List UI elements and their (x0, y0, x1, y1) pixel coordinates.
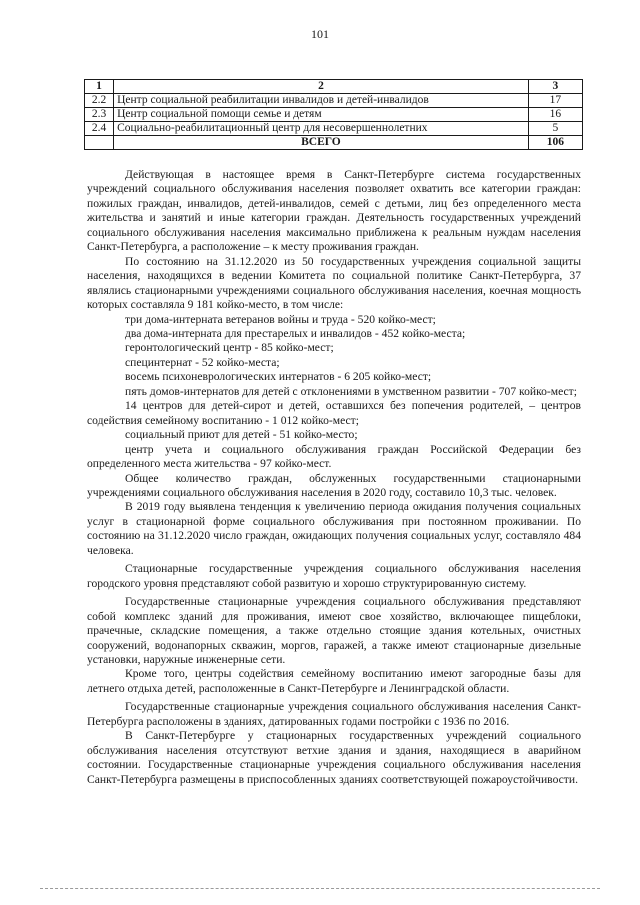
table-total-row (85, 136, 583, 150)
column-header-name: 2 (114, 80, 529, 94)
paragraph-system-overview: Действующая в настоящее время в Санкт-Петербурге система государственных учреждений социального обслуживания населения позволяет охватить все категории граждан: пожилых граждан, инвалидов, детей-инвалидов, семей с детьми, лиц без определенного места жительства и занятий и иные категории граждан. Деятельность государственных учреждений социального обслуживания населения максимально приближена к реальным нуждам населения Санкт-Петербурга, а расположение – к месту проживания граждан. (87, 168, 581, 254)
row-name: Центр социальной реабилитации инвалидов и детей-инвалидов (114, 94, 529, 108)
list-item: центр учета и социального обслуживания граждан Российской Федерации без определенного места жительства - 97 койко-мест. (87, 442, 581, 471)
list-item: пять домов-интернатов для детей с отклонениями в умственном развитии - 707 койко-мест; (125, 384, 577, 398)
paragraph-construction-years: Государственные стационарные учреждения социального обслуживания населения Санкт-Петербурга расположены в зданиях, датированных годами постройки с 1936 по 2016. (87, 700, 581, 728)
document-body (87, 168, 581, 787)
paragraph-building-complex: Государственные стационарные учреждения социального обслуживания представляют собой комплекс зданий для проживания, имеют свое хозяйство, включающее пищеблоки, прачечные, складские помещения, а также отдельно стоящие здания котельных, очистных сооружений, водонапорных скважин, моргов, гаражей, а также имеют стационарные дизельные установки, наружные инженерные сети. (87, 595, 581, 666)
paragraph-summer-bases: Кроме того, центры содействия семейному воспитанию имеют загородные базы для летнего отдыха детей, расположенные в Санкт-Петербурге и Ленинградской области. (87, 667, 581, 695)
table-row (85, 94, 583, 108)
list-item: специнтернат - 52 койко-места; (125, 355, 280, 369)
row-number: 2.3 (85, 108, 114, 122)
paragraph-served-citizens: Общее количество граждан, обслуженных государственными стационарными учреждениями социального обслуживания населения в 2020 году, составило 10,3 тыс. человек. (87, 471, 581, 499)
column-header-number: 1 (85, 80, 114, 94)
page-number: 101 (311, 27, 329, 41)
paragraph-system-structure: Стационарные государственные учреждения социального обслуживания населения городского уровня представляют собой развитую и хорошо структурированную систему. (87, 562, 581, 590)
paragraph-waiting-trend: В 2019 году выявлена тенденция к увеличению периода ожидания получения социальных услуг в стационарной форме социального обслуживания при постоянном проживании. По состоянию на 31.12.2020 число граждан, ожидающих получения социальных услуг, составляло 484 человека. (87, 500, 581, 557)
row-value: 5 (528, 122, 582, 136)
list-item: три дома-интерната ветеранов войны и труда - 520 койко-мест; (125, 312, 436, 326)
total-label: ВСЕГО (114, 136, 529, 150)
row-number: 2.2 (85, 94, 114, 108)
table-header-row (85, 80, 583, 94)
row-value: 17 (528, 94, 582, 108)
total-value: 106 (528, 136, 582, 150)
paragraph-institutions-count: По состоянию на 31.12.2020 из 50 государственных учреждения социальной защиты населения, находящихся в ведении Комитета по социальной политике Санкт-Петербурга, 37 являлись стационарными учреждениями социального обслуживания населения, коечная мощность которых составляла 9 181 койко-место, в том числе: (87, 254, 581, 312)
scan-bottom-line (40, 888, 600, 889)
total-empty-cell (85, 136, 114, 150)
paragraph-building-condition: В Санкт-Петербурге у стационарных государственных учреждений социального обслуживания населения отсутствуют ветхие здания и здания, находящиеся в аварийном состоянии. Государственные стационарные учреждения социального обслуживания населения Санкт-Петербурга размещены в приспособленных зданиях соответствующей пожароустойчивости. (87, 729, 581, 786)
list-item: два дома-интерната для престарелых и инвалидов - 452 койко-места; (125, 326, 466, 340)
row-name: Центр социальной помощи семье и детям (114, 108, 529, 122)
column-header-value: 3 (528, 80, 582, 94)
row-value: 16 (528, 108, 582, 122)
table-row (85, 108, 583, 122)
list-item: восемь психоневрологических интернатов - 6 205 койко-мест; (125, 370, 432, 384)
list-item: социальный приют для детей - 51 койко-место; (125, 428, 358, 442)
list-item: 14 центров для детей-сирот и детей, оставшихся без попечения родителей, – центров содействия семейному воспитанию - 1 012 койко-мест; (87, 399, 581, 427)
row-number: 2.4 (85, 122, 114, 136)
table-row (85, 122, 583, 136)
row-name: Социально-реабилитационный центр для несовершеннолетних (114, 122, 529, 136)
institutions-table (84, 79, 583, 150)
list-item: геронтологический центр - 85 койко-мест; (125, 341, 334, 355)
